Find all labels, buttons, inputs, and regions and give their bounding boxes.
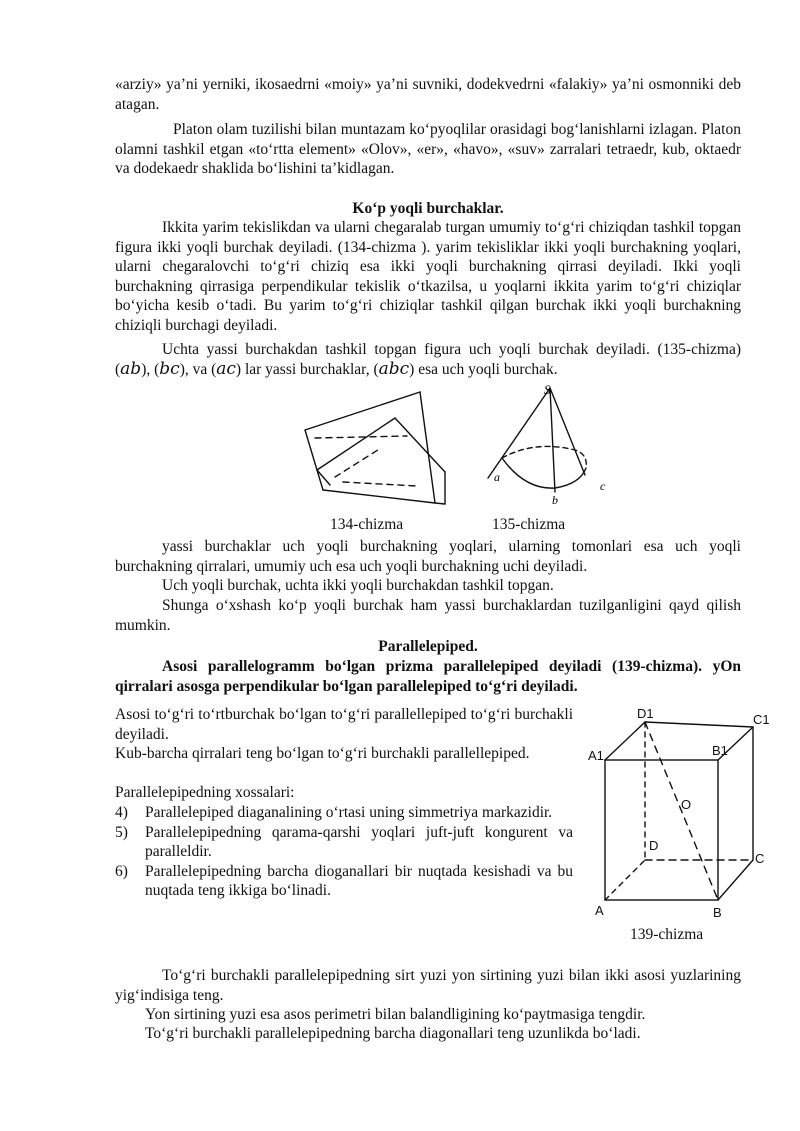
paragraph-properties-heading: Parallelepipedning xossalari: — [115, 784, 295, 801]
formula-bc: bc — [159, 358, 180, 379]
list-item-text: Parallelepipedning barcha dioganallari bir nuqtada kesishadi va bu nuqtada teng ikkiga bo‘linadi. — [145, 862, 573, 899]
formula-abc: abc — [378, 358, 410, 379]
paragraph-lateral-area: Yon sirtining yuzi esa asos perimetri bilan balandligining ko‘paytmasiga tengdir. — [145, 1006, 646, 1023]
paragraph-platon-elements: «arziy» ya’ni yerniki, ikosaedrni «moiy» ya’ni suvniki, dodekvedrni «falakiy» ya’ni osmonniki deb atagan. — [115, 76, 741, 113]
cube-definition-text: Kub-barcha qirralari teng bo‘lgan to‘g‘ri burchakli parallellepiped. — [115, 745, 530, 762]
formula-ac: ac — [216, 358, 236, 379]
paragraph-surface-area: To‘g‘ri burchakli parallelepipedning sirt yuzi yon sirtining yuzi bilan ikki asosi yuzlarining yig‘indisiga teng. — [115, 967, 741, 1004]
figure-135-caption: 135-chizma — [492, 516, 566, 533]
trihedral-text-a: Uchta yassi burchakdan tashkil topgan figura uch yoqli burchak deyiladi. (135-chizma) ( — [115, 341, 741, 378]
figure-139-label-d1: D1 — [637, 706, 654, 721]
paragraph-cube-definition — [115, 744, 573, 764]
paragraph-polyhedral-note: Shunga o‘xshash ko‘p yoqli burchak ham yassi burchaklardan tuzilganligini qayd qilish mumkin. — [115, 597, 741, 634]
figure-139-label-c1: C1 — [753, 712, 770, 727]
paragraph-trihedral-composition: Uch yoqli burchak, uchta ikki yoqli burchakdan tashkil topgan. — [162, 577, 554, 594]
figure-139-label-a1: A1 — [588, 748, 604, 763]
paragraph-parallelepiped-definition: Asosi parallelogramm bo‘lgan prizma parallelepiped deyiladi (139-chizma). yOn qirralari asosga perpendikular bo‘lgan parallelepiped to‘g‘ri deyiladi. — [115, 658, 741, 695]
list-item-text: Parallelepipedning qarama-qarshi yoqlari juft-juft kongurent va paralleldir. — [145, 823, 573, 860]
figure-134-caption: 134-chizma — [330, 516, 404, 533]
trihedral-text-e: ) esa uch yoqli burchak. — [409, 360, 558, 378]
paragraph-dihedral-angle: Ikkita yarim tekislikdan va ularni chegaralab turgan umumiy to‘g‘ri chiziqdan tashkil topgan figura ikki yoqli burchak deyiladi. (134-chizma ). yarim tekisliklar ikki yoqli burchakning yoqlari, ularni chegaralovchi to‘g‘ri chiziq esa ikki yoqli burchakning qirrasi deyiladi. Ikki yoqli burchakning qirrasiga perpendikular tekislik o‘tkazilsa, u yoqlarni ikkita yarim to‘g‘ri chiziqlar bo‘yicha kesib o‘tadi. Bu yarim to‘g‘ri chiziqlar tashkil qilgan burchak ikki yoqli burchakning chiziqli burchagi deyiladi. — [115, 219, 741, 334]
figure-139-label-d: D — [649, 838, 659, 853]
figure-139-label-o: O — [681, 797, 692, 812]
figure-139-parallelepiped — [585, 705, 775, 930]
heading-polyhedral-angles: Ko‘p yoqli burchaklar. — [352, 200, 504, 217]
list-item-number: 5) — [115, 823, 128, 841]
list-item — [115, 862, 573, 901]
list-item-number: 4) — [115, 804, 128, 821]
paragraph-diagonals: To‘g‘ri burchakli parallelepipedning barcha diagonallari teng uzunlikda bo‘ladi. — [145, 1025, 641, 1042]
trihedral-text-c: ), va ( — [179, 360, 217, 378]
paragraph-rectangular-parallelepiped: Asosi to‘g‘ri to‘rtburchak bo‘lgan to‘g‘ri parallellepiped to‘g‘ri burchakli deyiladi. — [115, 706, 573, 743]
figure-139-label-c: C — [755, 851, 765, 866]
paragraph-platon-world: Platon olam tuzilishi bilan muntazam ko‘pyoqlilar orasidagi bog‘lanishlarni izlagan. Platon olamni tashkil etgan «to‘rtta element» «Olov», «er», «havo», «suv» zarralari tetraedr, kub, oktaedr va dodekaedr shaklida bo‘lishini ta’kidlagan. — [115, 121, 741, 177]
figure-139-label-b1: B1 — [712, 743, 728, 758]
paragraph-trihedral-faces: yassi burchaklar uch yoqli burchakning yoqlari, ularning tomonlari esa uch yoqli burchakning qirralari, umumiy uch esa uch yoqli burchakning uchi deyiladi. — [115, 538, 741, 575]
figure-139-label-a: A — [595, 903, 604, 918]
list-item — [115, 803, 573, 823]
properties-list — [115, 803, 573, 901]
figure-135-label-c: c — [600, 479, 606, 493]
trihedral-text-b: ), ( — [141, 360, 160, 378]
figure-134-dihedral-angle — [295, 380, 465, 515]
paragraph-trihedral-angle — [115, 340, 741, 379]
list-item — [115, 823, 573, 862]
figure-135-label-s: S — [544, 382, 551, 397]
figure-139-label-b: B — [713, 905, 722, 920]
figure-139-caption: 139-chizma — [630, 926, 704, 943]
figure-135-trihedral-angle — [480, 380, 620, 515]
heading-parallelepiped: Parallelepiped. — [378, 638, 478, 655]
figure-135-label-b: b — [552, 493, 558, 507]
figure-135-label-a: a — [494, 470, 500, 484]
list-item-number: 6) — [115, 862, 128, 880]
trihedral-text-d: ) lar yassi burchaklar, ( — [235, 360, 379, 378]
list-item-text: Parallelepiped diaganalining o‘rtasi uning simmetriya markazidir. — [145, 804, 553, 821]
formula-ab: ab — [120, 358, 142, 379]
